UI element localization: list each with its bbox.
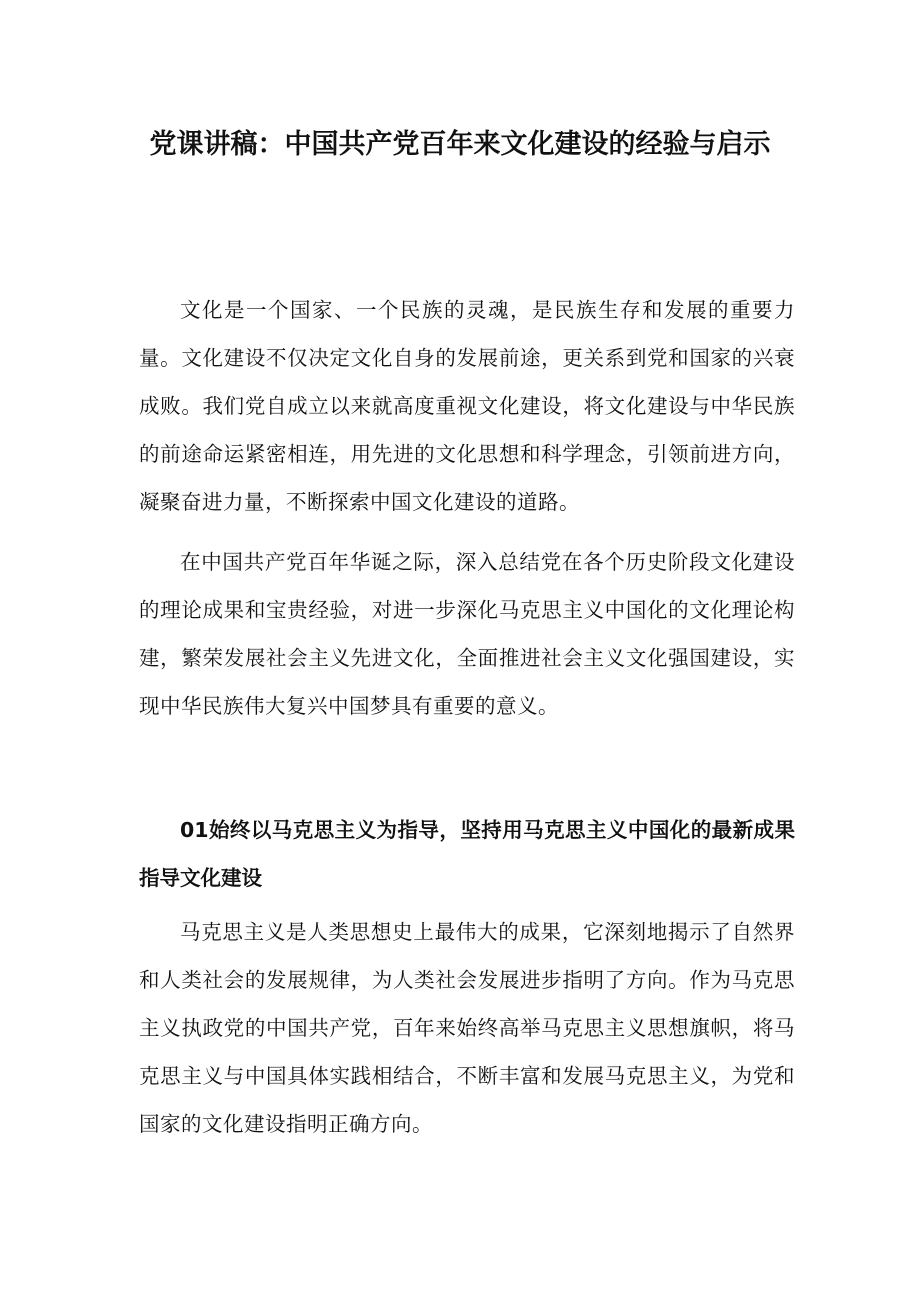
section-1-paragraph: 马克思主义是人类思想史上最伟大的成果，它深刻地揭示了自然界和人类社会的发展规律，为人类社会发展进步指明了方向。作为马克思主义执政党的中国共产党，百年来始终高举马克思主义思想旗帜，将马克思主义与中国具体实践相结合，不断丰富和发展马克思主义，为党和国家的文化建设指明正确方向。 (139, 920, 795, 1136)
section-heading-01: 01始终以马克思主义为指导，坚持用马克思主义中国化的最新成果指导文化建设 (139, 818, 795, 890)
intro-paragraph-2: 在中国共产党百年华诞之际，深入总结党在各个历史阶段文化建设的理论成果和宝贵经验，对进一步深化马克思主义中国化的文化理论构建，繁荣发展社会主义先进文化，全面推进社会主义文化强国建设，实现中华民族伟大复兴中国梦具有重要的意义。 (139, 550, 795, 718)
document-title: 党课讲稿：中国共产党百年来文化建设的经验与启示 (149, 129, 771, 160)
intro-paragraph-1: 文化是一个国家、一个民族的灵魂，是民族生存和发展的重要力量。文化建设不仅决定文化自身的发展前途，更关系到党和国家的兴衰成败。我们党自成立以来就高度重视文化建设，将文化建设与中华民族的前途命运紧密相连，用先进的文化思想和科学理念，引领前进方向，凝聚奋进力量，不断探索中国文化建设的道路。 (139, 298, 795, 514)
